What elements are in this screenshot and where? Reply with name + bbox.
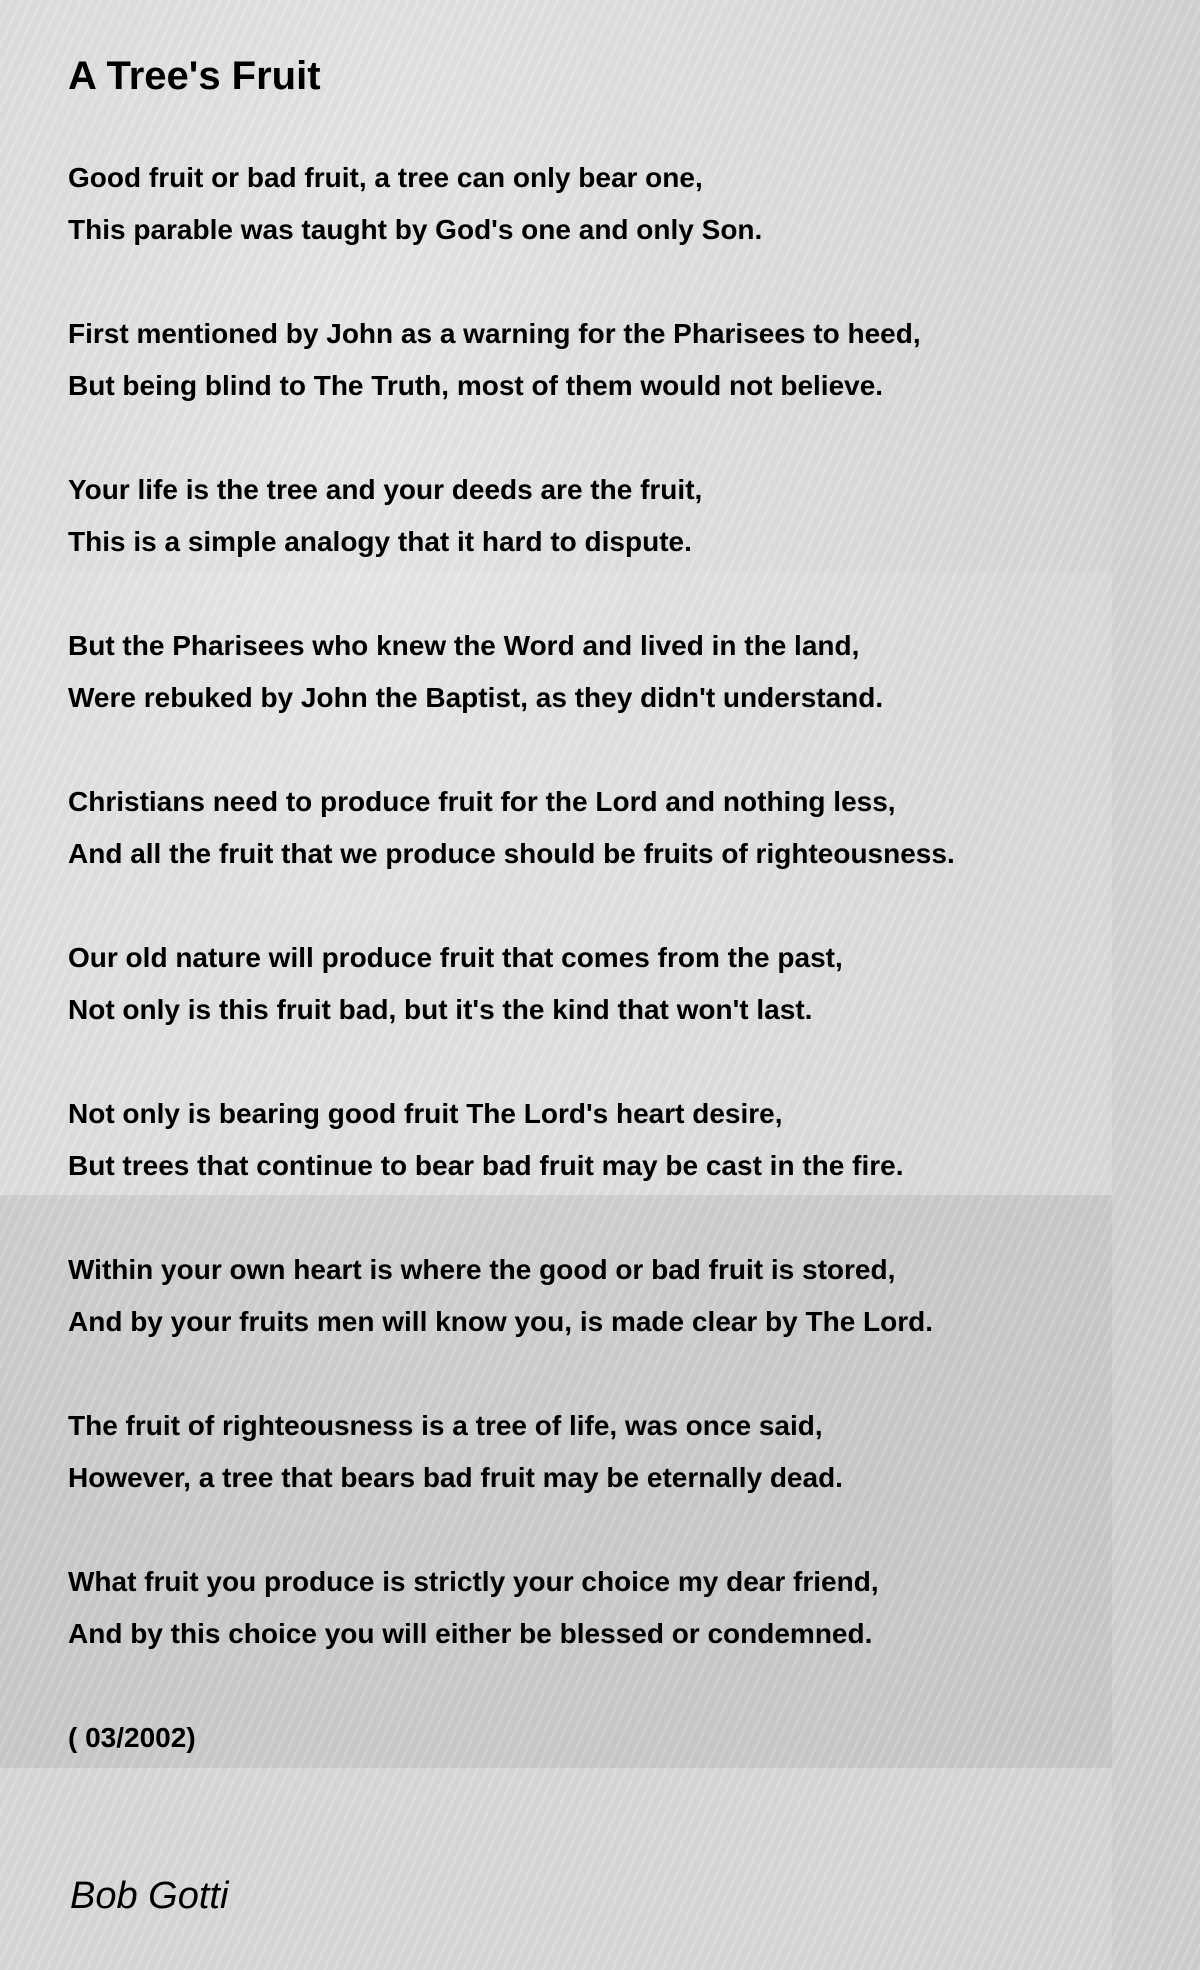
stanza [68, 1556, 955, 1660]
poem-line: This is a simple analogy that it hard to dispute. [68, 526, 692, 557]
stanza [68, 932, 955, 1036]
poem-date: ( 03/2002) [68, 1722, 196, 1753]
stanza [68, 1088, 955, 1192]
poem-line: Within your own heart is where the good or bad fruit is stored, [68, 1254, 896, 1285]
poem-body [68, 152, 955, 1712]
poem-line: And all the fruit that we produce should be fruits of righteousness. [68, 838, 955, 869]
poem-line: What fruit you produce is strictly your choice my dear friend, [68, 1566, 879, 1597]
poem-line: Not only is this fruit bad, but it's the kind that won't last. [68, 994, 813, 1025]
stanza [68, 308, 955, 412]
poem-line: First mentioned by John as a warning for the Pharisees to heed, [68, 318, 921, 349]
poem-author: Bob Gotti [70, 1875, 229, 1917]
stanza [68, 1400, 955, 1504]
poem-line: Good fruit or bad fruit, a tree can only bear one, [68, 162, 703, 193]
stanza [68, 1244, 955, 1348]
poem-line: This parable was taught by God's one and only Son. [68, 214, 763, 245]
poem-line: Christians need to produce fruit for the Lord and nothing less, [68, 786, 896, 817]
poem-line: But being blind to The Truth, most of them would not believe. [68, 370, 884, 401]
poem-line: The fruit of righteousness is a tree of life, was once said, [68, 1410, 823, 1441]
stanza [68, 620, 955, 724]
background-band [0, 1768, 1112, 1970]
poem-line: Your life is the tree and your deeds are the fruit, [68, 474, 703, 505]
stanza [68, 776, 955, 880]
poem-line: Our old nature will produce fruit that comes from the past, [68, 942, 843, 973]
poem-line: And by this choice you will either be blessed or condemned. [68, 1618, 873, 1649]
poem-line: But trees that continue to bear bad fruit may be cast in the fire. [68, 1150, 904, 1181]
poem-line: Not only is bearing good fruit The Lord's heart desire, [68, 1098, 783, 1129]
stanza [68, 464, 955, 568]
poem-line: And by your fruits men will know you, is made clear by The Lord. [68, 1306, 934, 1337]
poem-title: A Tree's Fruit [68, 54, 321, 98]
poem-line: But the Pharisees who knew the Word and lived in the land, [68, 630, 860, 661]
poem-line: However, a tree that bears bad fruit may be eternally dead. [68, 1462, 843, 1493]
stanza [68, 152, 955, 256]
poem-line: Were rebuked by John the Baptist, as they didn't understand. [68, 682, 884, 713]
